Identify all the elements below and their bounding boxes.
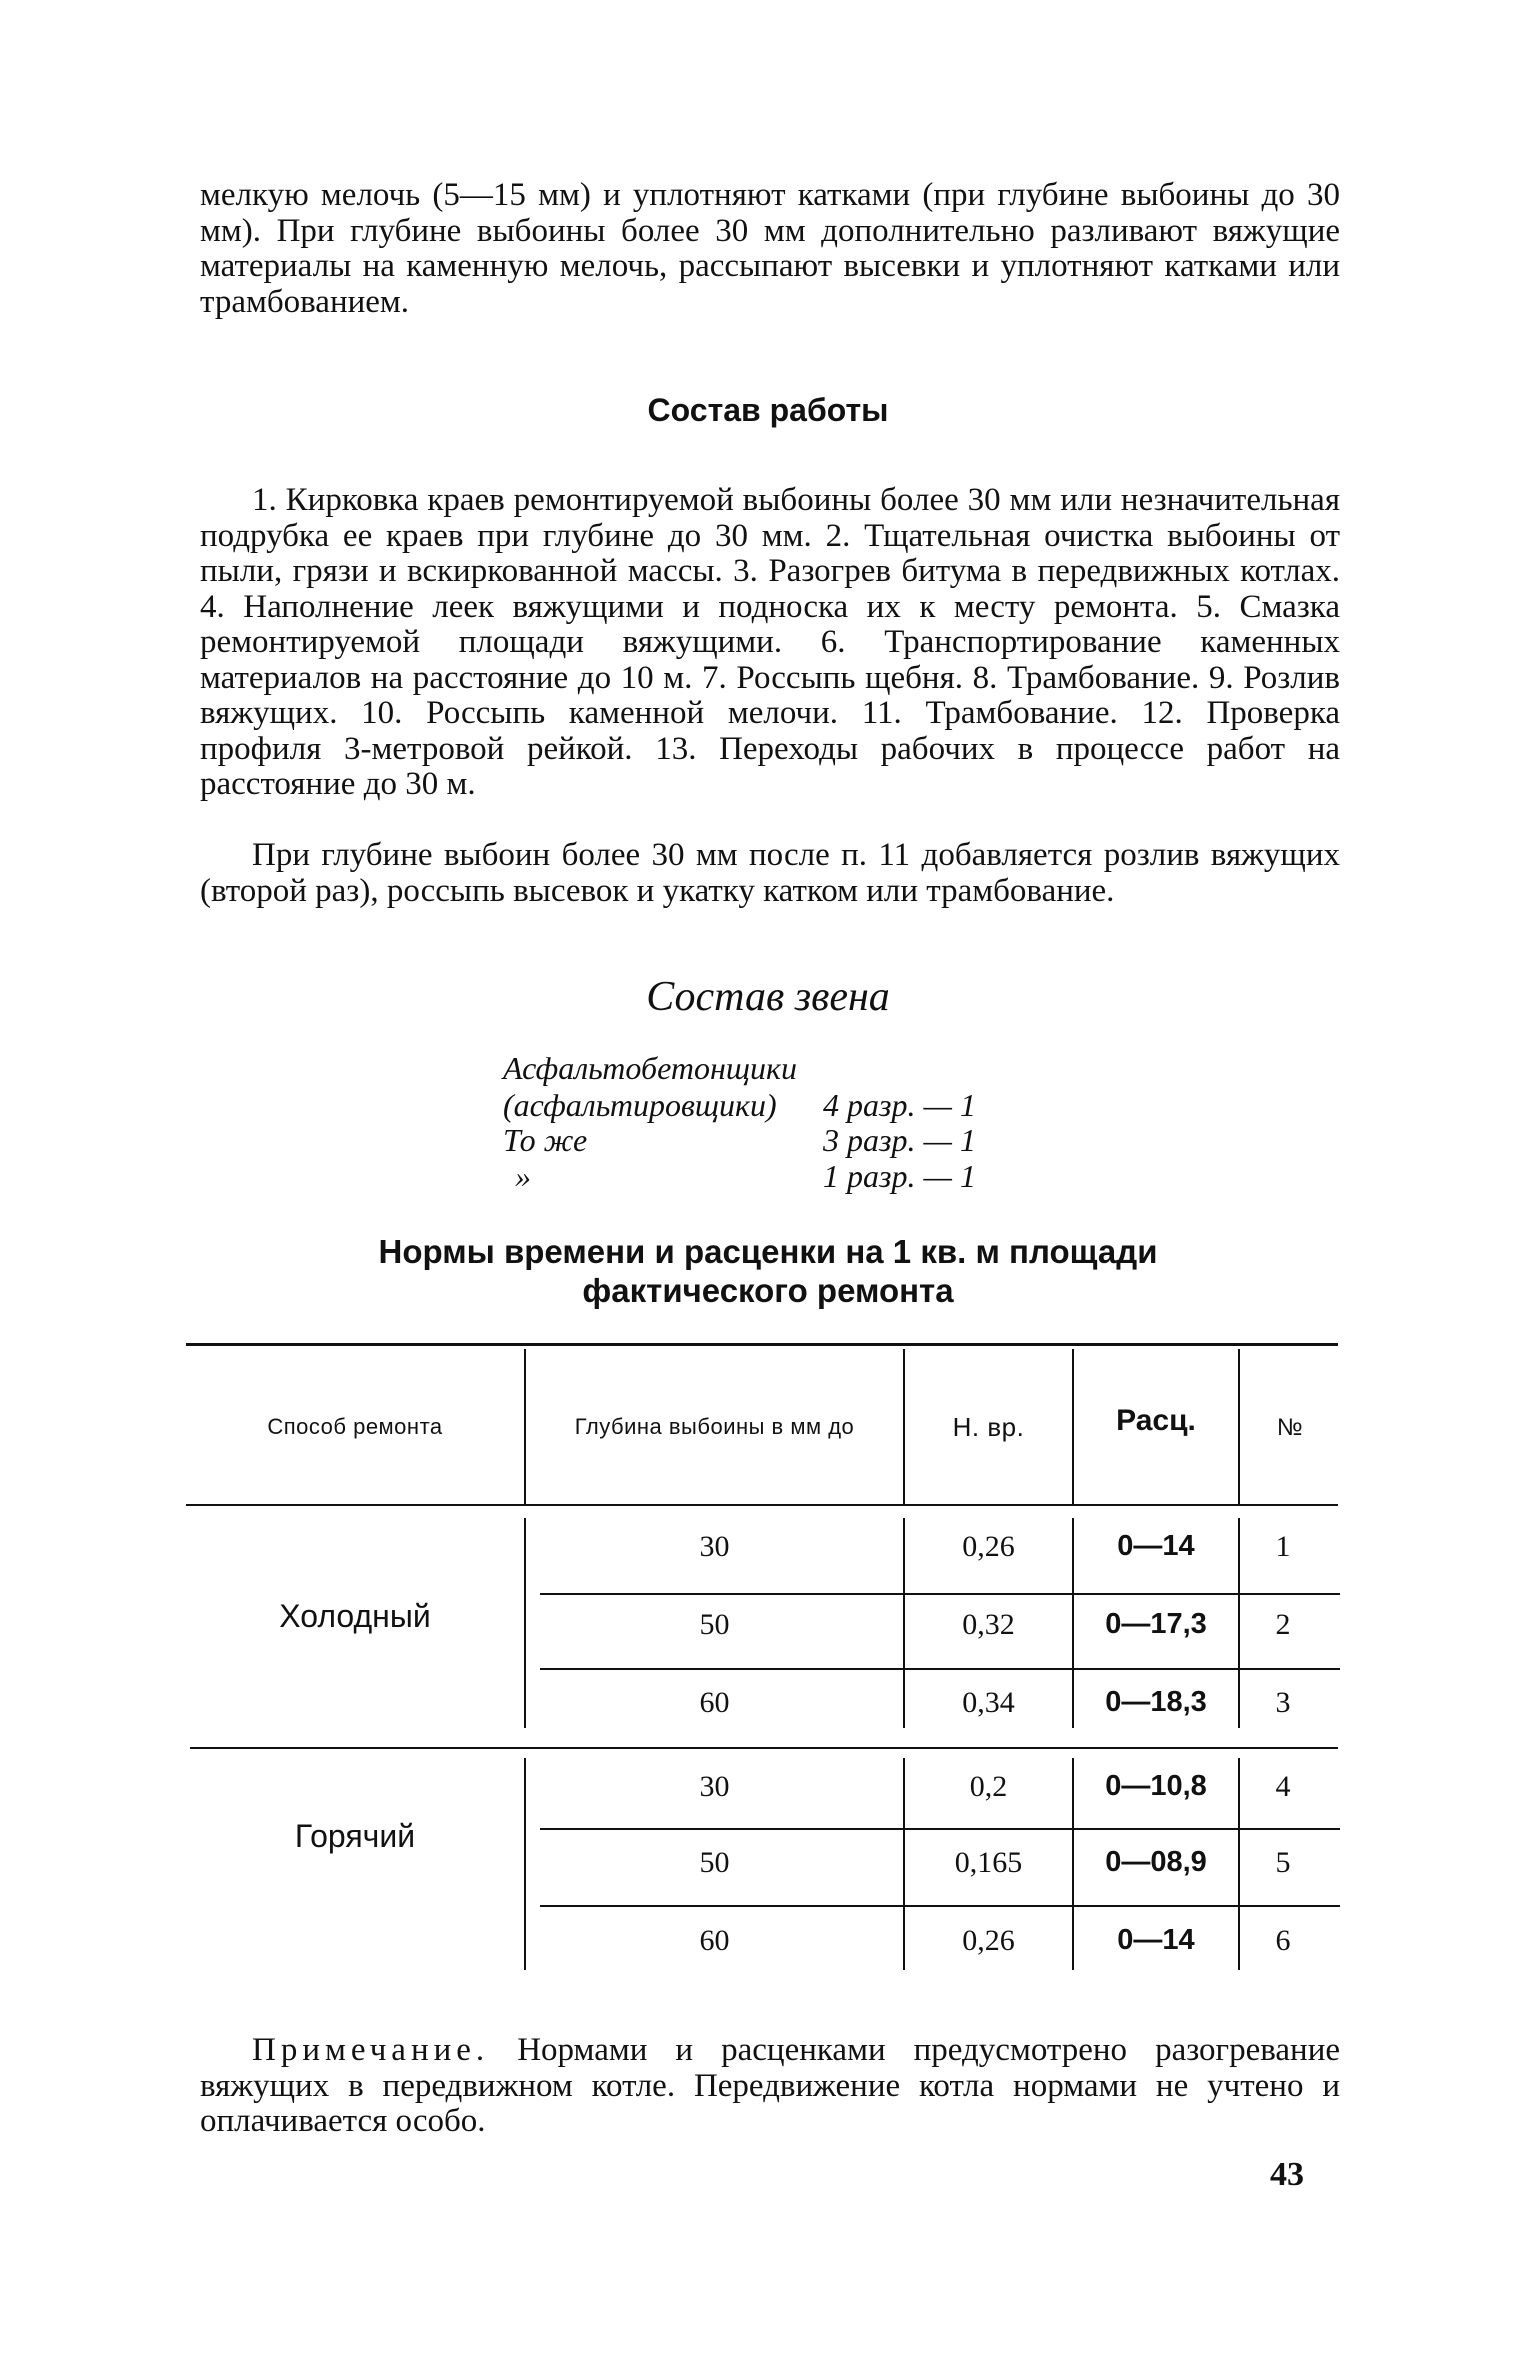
note-label: Примечание. [252,2032,490,2068]
cell-rate: 0—08,9 [1105,1846,1207,1878]
cell-rate: 0—14 [1117,1530,1195,1562]
note-text: Нормами и расценками предусмотрено разогревание вяжущих в передвижном котле. Передвижение котла нормами не учтено и оплачивается особо. [200,2032,1341,2139]
norms-heading-line-1: Нормы времени и расценки на 1 кв. м площади [378,1233,1158,1270]
intro-paragraph: мелкую мелочь (5—15 мм) и уплотняют катками (при глубине выбоины до 30 мм). При глубине выбоины более 30 мм дополнительно разливают вяжущие материалы на каменную мелочь, рассыпают высевки и уплотняют катками или трамбованием. [200,177,1340,320]
cell-depth: 60 [699,1686,730,1719]
cell-number: 3 [1275,1686,1291,1719]
cell-depth: 50 [699,1846,730,1879]
cell-number: 2 [1275,1608,1291,1641]
method-cold: Холодный [279,1598,431,1634]
crew-heading: Состав звена [646,974,890,1020]
cell-time: 0,32 [962,1608,1015,1641]
norms-heading [0,1232,1536,1310]
cell-depth: 60 [699,1924,730,1957]
header-time: Н. вр. [952,1412,1025,1442]
cell-time: 0,26 [962,1530,1015,1563]
table-row-rule [540,1828,1340,1830]
note-paragraph [200,2033,1340,2140]
norms-heading-line-2: фактического ремонта [582,1272,954,1309]
crew-profession-alt: (асфальтировщики) [503,1087,777,1123]
table-top-rule [186,1343,1338,1346]
crew-same: То же [503,1122,588,1158]
crew-line-3 [503,1122,976,1159]
cell-depth: 50 [699,1608,730,1641]
method-hot: Горячий [294,1818,416,1854]
header-depth: Глубина выбоины в мм до [574,1414,855,1439]
cell-depth: 30 [699,1770,730,1803]
crew-profession: Асфальтобетонщики [503,1050,797,1086]
cell-rate: 0—10,8 [1105,1770,1207,1802]
crew-grade-3: 3 разр. — 1 [823,1122,976,1158]
work-steps-paragraph: 1. Кирковка краев ремонтируемой выбоины более 30 мм или незначительная подрубка ее краев при глубине до 30 мм. 2. Тщательная очистка выбоины от пыли, грязи и вскиркованной массы. 3. Разогрев битума в передвижных котлах. 4. Наполнение леек вяжущими и подноска их к месту ремонта. 5. Смазка ремонтируемой площади вяжущими. 6. Транспортирование каменных материалов на расстояние до 10 м. 7. Россыпь щебня. 8. Трамбование. 9. Розлив вяжущих. 10. Россыпь каменной мелочи. 11. Трамбование. 12. Проверка профиля 3-метровой рейкой. 13. Переходы рабочих в процессе работ на расстояние до 30 м. [200,482,1340,802]
work-extra-paragraph: При глубине выбоин более 30 мм после п. 11 добавляется розлив вяжущих (второй раз), россыпь высевок и укатку катком или трамбование. [200,837,1340,909]
header-number: № [1276,1414,1304,1441]
cell-time: 0,2 [969,1770,1008,1803]
cell-time: 0,34 [962,1686,1015,1719]
cell-depth: 30 [699,1530,730,1563]
cell-time: 0,165 [954,1846,1023,1879]
crew-line-2 [503,1087,976,1124]
cell-number: 1 [1275,1530,1291,1563]
table-group-rule [190,1747,1338,1749]
table-row-rule [540,1593,1340,1595]
cell-number: 4 [1275,1770,1291,1803]
crew-line-4 [515,1158,976,1195]
cell-rate: 0—18,3 [1105,1686,1207,1718]
cell-rate: 0—14 [1117,1924,1195,1956]
cell-time: 0,26 [962,1924,1015,1957]
table-header-rule [186,1504,1338,1506]
page-number: 43 [1270,2156,1304,2193]
cell-number: 6 [1275,1924,1291,1957]
table-row-rule [540,1905,1340,1907]
header-method: Способ ремонта [267,1414,443,1439]
crew-grade-1: 1 разр. — 1 [823,1158,976,1194]
table-row-rule [540,1668,1340,1670]
cell-rate: 0—17,3 [1105,1608,1207,1640]
crew-grade-4: 4 разр. — 1 [823,1087,976,1123]
header-rate: Расц. [1116,1404,1196,1437]
crew-ditto: » [515,1158,531,1194]
work-heading: Состав работы [647,392,889,428]
cell-number: 5 [1275,1846,1291,1879]
crew-line-1 [503,1050,797,1087]
